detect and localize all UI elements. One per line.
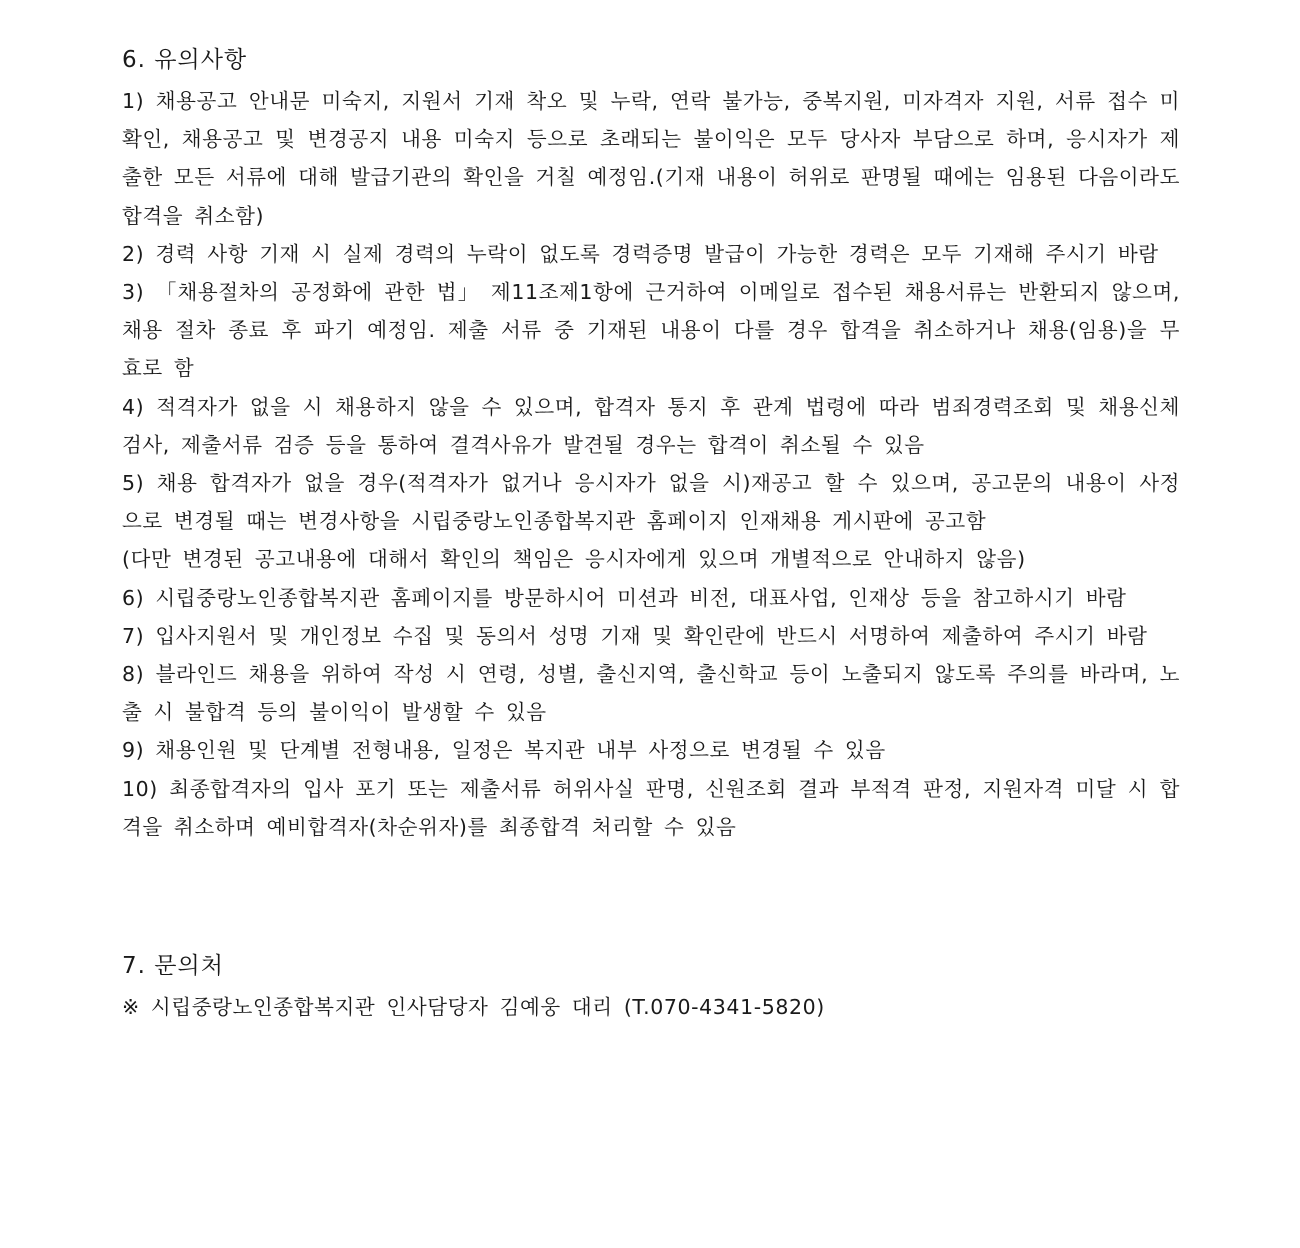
notice-item-5: 5) 채용 합격자가 없을 경우(적격자가 없거나 응시자가 없을 시)재공고 할 수 있으며, 공고문의 내용이 사정으로 변경될 때는 변경사항을 시립중랑노인종합복지관 홈페이지 인재채용 게시판에 공고함 — [122, 471, 1180, 534]
notice-item-8: 8) 블라인드 채용을 위하여 작성 시 연령, 성별, 출신지역, 출신학교 등이 노출되지 않도록 주의를 바라며, 노출 시 불합격 등의 불이익이 발생할 수 있음 — [122, 662, 1180, 725]
section-spacer — [122, 846, 1180, 944]
notice-item-4: 4) 적격자가 없을 시 채용하지 않을 수 있으며, 합격자 통지 후 관계 법령에 따라 범죄경력조회 및 채용신체검사, 제출서류 검증 등을 통하여 결격사유가 발견될 경우는 합격이 취소될 수 있음 — [122, 394, 1180, 457]
notice-item-7: 7) 입사지원서 및 개인정보 수집 및 동의서 성명 기재 및 확인란에 반드시 서명하여 제출하여 주시기 바람 — [122, 623, 1148, 648]
contact-info: ※ 시립중랑노인종합복지관 인사담당자 김예웅 대리 (T.070-4341-5820) — [122, 995, 825, 1020]
notice-item-6: 6) 시립중랑노인종합복지관 홈페이지를 방문하시어 미션과 비전, 대표사업, 인재상 등을 참고하시기 바람 — [122, 585, 1127, 610]
notice-item-5-note: (다만 변경된 공고내용에 대해서 확인의 책임은 응시자에게 있으며 개별적으로 안내하지 않음) — [122, 547, 1026, 572]
notice-item-3: 3) 「채용절차의 공정화에 관한 법」 제11조제1항에 근거하여 이메일로 접수된 채용서류는 반환되지 않으며, 채용 절차 종료 후 파기 예정임. 제출 서류 중 기재된 내용이 다를 경우 합격을 취소하거나 채용(임용)을 무효로 함 — [122, 280, 1180, 381]
notice-item-2: 2) 경력 사항 기재 시 실제 경력의 누락이 없도록 경력증명 발급이 가능한 경력은 모두 기재해 주시기 바람 — [122, 241, 1159, 266]
document-page — [122, 38, 1180, 1026]
section-6-heading: 6. 유의사항 — [122, 47, 248, 73]
notice-item-1: 1) 채용공고 안내문 미숙지, 지원서 기재 착오 및 누락, 연락 불가능, 중복지원, 미자격자 지원, 서류 접수 미확인, 채용공고 및 변경공지 내용 미숙지 등으로 초래되는 불이익은 모두 당사자 부담으로 하며, 응시자가 제출한 모든 서류에 대해 발급기관의 확인을 거칠 예정임.(기재 내용이 허위로 판명될 때에는 임용된 다음이라도 합격을 취소함) — [122, 89, 1180, 228]
notice-item-10: 10) 최종합격자의 입사 포기 또는 제출서류 허위사실 판명, 신원조회 결과 부적격 판정, 지원자격 미달 시 합격을 취소하며 예비합격자(차순위자)를 최종합격 처리할 수 있음 — [122, 776, 1180, 839]
notice-item-9: 9) 채용인원 및 단계별 전형내용, 일정은 복지관 내부 사정으로 변경될 수 있음 — [122, 738, 886, 763]
section-7-heading: 7. 문의처 — [122, 953, 224, 980]
